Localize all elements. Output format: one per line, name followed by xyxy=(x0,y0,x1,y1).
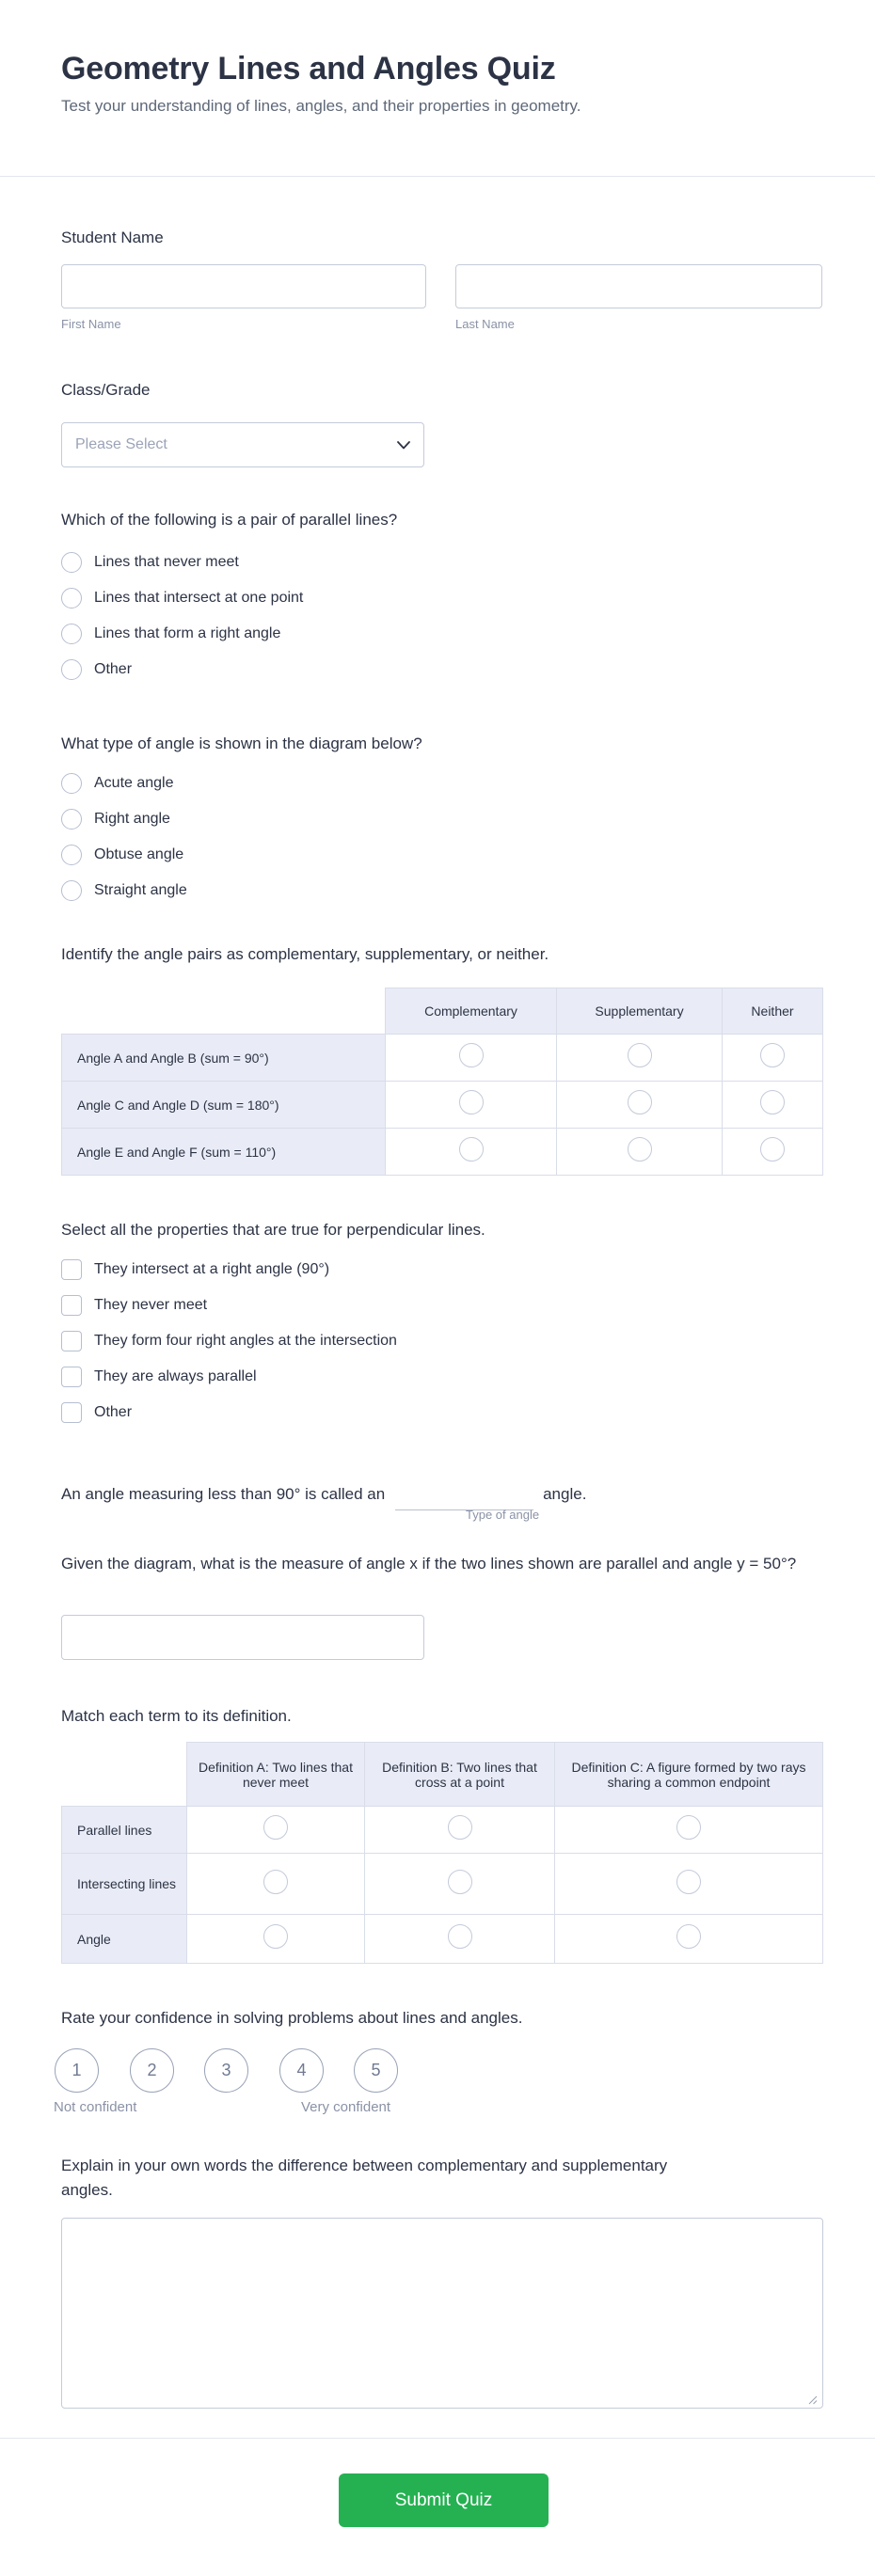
q-angle-type-option-3[interactable]: Obtuse angle xyxy=(61,845,183,865)
scale-left-label: Not confident xyxy=(54,2099,137,2115)
last-name-sublabel: Last Name xyxy=(455,317,515,331)
radio-icon[interactable] xyxy=(448,1870,472,1894)
scale-option-2[interactable]: 2 xyxy=(130,2048,174,2093)
class-grade-placeholder: Please Select xyxy=(75,436,167,452)
scale-option-1[interactable]: 1 xyxy=(55,2048,99,2093)
scale-right-label: Very confident xyxy=(301,2099,391,2115)
matrix-row-label: Parallel lines xyxy=(62,1807,187,1854)
matrix-radio-cell[interactable] xyxy=(723,1035,823,1082)
matrix-radio-cell[interactable] xyxy=(187,1807,365,1854)
radio-icon[interactable] xyxy=(61,845,82,865)
q-pairs-label: Identify the angle pairs as complementary, supplementary, or neither. xyxy=(61,945,549,963)
checkbox-icon[interactable] xyxy=(61,1259,82,1280)
q-angle-type-option-2[interactable]: Right angle xyxy=(61,809,170,830)
matrix-radio-cell[interactable] xyxy=(555,1807,823,1854)
fill-before-text: An angle measuring less than 90° is called an xyxy=(61,1485,386,1503)
footer-divider xyxy=(0,2438,875,2439)
q-fill-blank-sentence xyxy=(61,1482,823,1522)
radio-icon[interactable] xyxy=(760,1043,785,1067)
matrix-radio-cell[interactable] xyxy=(187,1915,365,1964)
fill-blank-sublabel: Type of angle xyxy=(466,1508,540,1522)
matrix-radio-cell[interactable] xyxy=(555,1915,823,1964)
matrix-radio-cell[interactable] xyxy=(723,1082,823,1129)
matrix-col-header: Neither xyxy=(723,988,823,1035)
checkbox-icon[interactable] xyxy=(61,1367,82,1387)
matrix-radio-cell[interactable] xyxy=(557,1082,723,1129)
matrix-radio-cell[interactable] xyxy=(365,1854,555,1915)
q-angle-type-label: What type of angle is shown in the diagram below? xyxy=(61,735,422,752)
radio-icon[interactable] xyxy=(61,624,82,644)
radio-icon[interactable] xyxy=(459,1043,484,1067)
radio-icon[interactable] xyxy=(448,1924,472,1949)
matrix-radio-cell[interactable] xyxy=(557,1129,723,1176)
q-angle-type-option-4[interactable]: Straight angle xyxy=(61,880,187,901)
matrix-row-label: Angle xyxy=(62,1915,187,1964)
q-angle-type-option-1[interactable]: Acute angle xyxy=(61,773,174,794)
matrix-col-header: Definition B: Two lines that cross at a point xyxy=(365,1743,555,1807)
matrix-radio-cell[interactable] xyxy=(386,1129,557,1176)
q-parallel-label: Which of the following is a pair of parallel lines? xyxy=(61,511,398,529)
checkbox-icon[interactable] xyxy=(61,1295,82,1316)
measure-answer-input[interactable] xyxy=(61,1615,424,1660)
checkbox-icon[interactable] xyxy=(61,1331,82,1351)
q-match-label: Match each term to its definition. xyxy=(61,1707,292,1725)
radio-icon[interactable] xyxy=(61,880,82,901)
q-parallel-option-1[interactable]: Lines that never meet xyxy=(61,552,239,573)
radio-icon[interactable] xyxy=(760,1090,785,1114)
q-perpendicular-option-2[interactable]: They never meet xyxy=(61,1295,207,1316)
submit-quiz-button[interactable]: Submit Quiz xyxy=(339,2473,549,2527)
matrix-corner-cell xyxy=(62,988,386,1035)
radio-icon[interactable] xyxy=(263,1815,288,1840)
matrix-row-label: Angle C and Angle D (sum = 180°) xyxy=(62,1082,386,1129)
fill-after-text: angle. xyxy=(543,1485,587,1503)
q-explain-label: Explain in your own words the difference between complementary and supplementary angles. xyxy=(61,2157,668,2199)
q-perpendicular-label: Select all the properties that are true for perpendicular lines. xyxy=(61,1221,485,1239)
matrix-row-label: Angle A and Angle B (sum = 90°) xyxy=(62,1035,386,1082)
radio-icon[interactable] xyxy=(459,1137,484,1162)
radio-icon[interactable] xyxy=(61,773,82,794)
form-title: Geometry Lines and Angles Quiz xyxy=(61,51,556,87)
match-matrix xyxy=(61,1742,823,1964)
radio-icon[interactable] xyxy=(676,1924,701,1949)
matrix-radio-cell[interactable] xyxy=(557,1035,723,1082)
matrix-row-label: Intersecting lines xyxy=(62,1854,187,1915)
matrix-col-header: Definition C: A figure formed by two rays sharing a common endpoint xyxy=(555,1743,823,1807)
q-parallel-option-3[interactable]: Lines that form a right angle xyxy=(61,624,280,644)
radio-icon[interactable] xyxy=(61,588,82,608)
explain-textarea[interactable] xyxy=(61,2218,823,2409)
q-parallel-option-2[interactable]: Lines that intersect at one point xyxy=(61,588,303,608)
first-name-sublabel: First Name xyxy=(61,317,121,331)
resize-grip-icon[interactable] xyxy=(807,2393,818,2410)
radio-icon[interactable] xyxy=(61,659,82,680)
checkbox-icon[interactable] xyxy=(61,1402,82,1423)
matrix-radio-cell[interactable] xyxy=(723,1129,823,1176)
q-perpendicular-option-3[interactable]: They form four right angles at the intersection xyxy=(61,1331,397,1351)
matrix-radio-cell[interactable] xyxy=(365,1807,555,1854)
q-perpendicular-option-4[interactable]: They are always parallel xyxy=(61,1367,257,1387)
matrix-col-header: Supplementary xyxy=(557,988,723,1035)
q-confidence-label: Rate your confidence in solving problems about lines and angles. xyxy=(61,2009,523,2027)
radio-icon[interactable] xyxy=(459,1090,484,1114)
q-parallel-option-other[interactable]: Other xyxy=(61,659,132,680)
q-measure-label: Given the diagram, what is the measure of angle x if the two lines shown are parallel and angle y = 50°? xyxy=(61,1555,797,1572)
angle-pairs-matrix xyxy=(61,988,823,1176)
chevron-down-icon xyxy=(397,441,410,450)
q-perpendicular-option-other[interactable]: Other xyxy=(61,1402,132,1423)
class-grade-select[interactable] xyxy=(61,422,424,467)
matrix-row-label: Angle E and Angle F (sum = 110°) xyxy=(62,1129,386,1176)
form-subtitle: Test your understanding of lines, angles, and their properties in geometry. xyxy=(61,97,581,115)
radio-icon[interactable] xyxy=(263,1870,288,1894)
matrix-corner-cell xyxy=(62,1743,187,1807)
matrix-radio-cell[interactable] xyxy=(386,1082,557,1129)
radio-icon[interactable] xyxy=(448,1815,472,1840)
last-name-input[interactable] xyxy=(455,264,822,308)
header-divider xyxy=(0,176,875,177)
matrix-radio-cell[interactable] xyxy=(365,1915,555,1964)
radio-icon[interactable] xyxy=(61,809,82,830)
first-name-input[interactable] xyxy=(61,264,426,308)
class-grade-label: Class/Grade xyxy=(61,381,151,399)
scale-option-5[interactable]: 5 xyxy=(354,2048,398,2093)
matrix-radio-cell[interactable] xyxy=(386,1035,557,1082)
q-perpendicular-option-1[interactable]: They intersect at a right angle (90°) xyxy=(61,1259,329,1280)
radio-icon[interactable] xyxy=(263,1924,288,1949)
radio-icon[interactable] xyxy=(676,1815,701,1840)
matrix-radio-cell[interactable] xyxy=(187,1854,365,1915)
radio-icon[interactable] xyxy=(628,1090,652,1114)
radio-icon[interactable] xyxy=(760,1137,785,1162)
matrix-col-header: Complementary xyxy=(386,988,557,1035)
radio-icon[interactable] xyxy=(61,552,82,573)
scale-option-3[interactable]: 3 xyxy=(204,2048,248,2093)
radio-icon[interactable] xyxy=(628,1137,652,1162)
radio-icon[interactable] xyxy=(676,1870,701,1894)
scale-option-4[interactable]: 4 xyxy=(279,2048,324,2093)
student-name-label: Student Name xyxy=(61,229,164,246)
radio-icon[interactable] xyxy=(628,1043,652,1067)
matrix-col-header: Definition A: Two lines that never meet xyxy=(187,1743,365,1807)
matrix-radio-cell[interactable] xyxy=(555,1854,823,1915)
